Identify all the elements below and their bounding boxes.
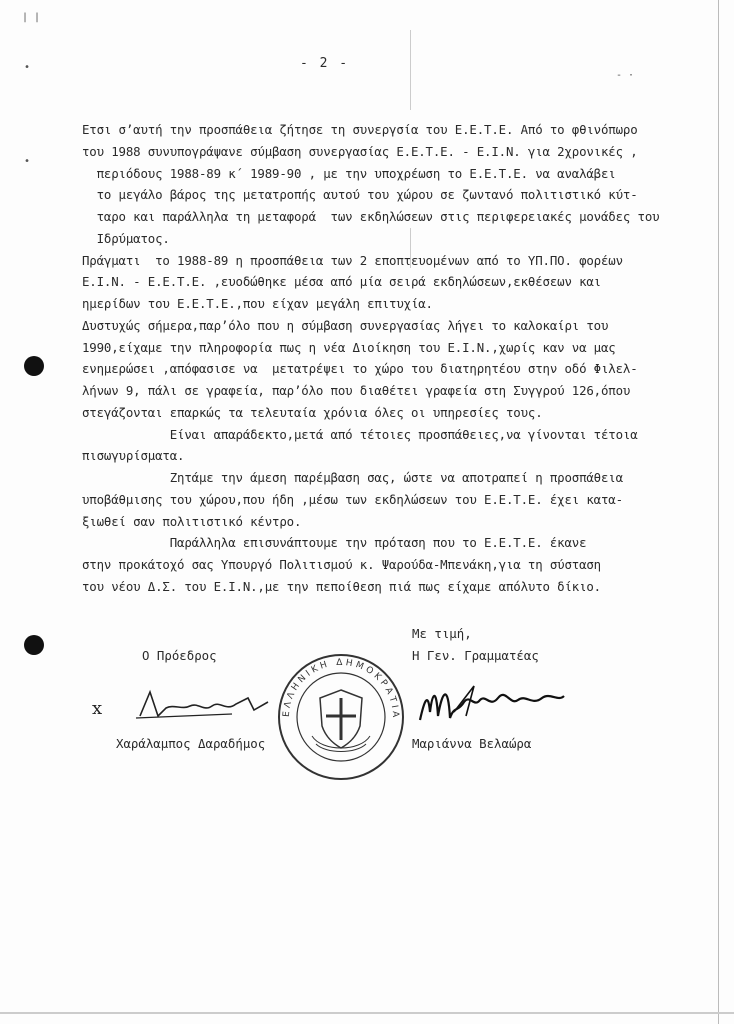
scan-speck: - · (616, 70, 635, 81)
body-line: Δυστυχώς σήμερα,παρ’όλο που η σύμβαση συνεργασίας λήγει το καλοκαίρι του (82, 317, 609, 333)
secretary-name: Μαριάννα Βελαώρα (412, 736, 532, 751)
president-name: Χαράλαμπος Δαραδήμος (116, 736, 266, 751)
body-line: το μεγάλο βάρος της μετατροπής αυτού του χώρου σε ζωντανό πολιτιστικό κύτ- (82, 187, 638, 203)
body-line: Ζητάμε την άμεση παρέμβαση σας, ώστε να αποτραπεί η προσπάθεια (82, 470, 623, 485)
official-stamp-seal (276, 652, 406, 782)
punch-hole (24, 635, 44, 655)
body-line: Ε.Ι.Ν. - Ε.Ε.Τ.Ε. ,ευοδώθηκε μέσα από μία σειρά εκδηλώσεων,εκθέσεων και (82, 274, 601, 290)
body-line: 1990,είχαμε την πληροφορία πως η νέα Διοίκηση του Ε.Ι.Ν.,χωρίς καν να μας (82, 339, 616, 355)
punch-hole (24, 356, 44, 376)
scan-bottom-edge (0, 1012, 734, 1014)
body-line: του νέου Δ.Σ. του Ε.Ι.Ν.,με την πεποίθεση πιά πως είχαμε απόλυτο δίκιο. (82, 578, 601, 594)
body-line: Παράλληλα επισυνάπτουμε την πρόταση που το Ε.Ε.Τ.Ε. έκανε (82, 535, 587, 551)
closing-greeting: Με τιμή, (412, 626, 472, 641)
body-line: ταρο και παράλληλα τη μεταφορά των εκδηλώσεων στις περιφερειακές μονάδες του (82, 209, 660, 224)
body-line: υποβάθμισης του χώρου,που ήδη ,μέσω των εκδηλώσεων του Ε.Ε.Τ.Ε. έχει κατα- (82, 491, 623, 507)
secretary-title: Η Γεν. Γραμματέας (412, 648, 539, 663)
body-line: ενημερώσει ,απόφασισε να μετατρέψει το χώρο του διατηρητέου στην οδό Φιλελ- (82, 361, 638, 377)
body-line: Πράγματι το 1988-89 η προσπάθεια των 2 εποπτευομένων από το ΥΠ.ΠΟ. φορέων (82, 252, 623, 268)
body-line: στεγάζονται επαρκώς τα τελευταία χρόνια όλες οι υπηρεσίες τους. (82, 404, 543, 420)
body-line: Είναι απαράδεκτο,μετά από τέτοιες προσπάθειες,να γίνονται τέτοια (82, 426, 638, 442)
svg-text:ΕΛΛΗΝΙΚΗ ΔΗΜΟΚΡΑΤΙΑ: ΕΛΛΗΝΙΚΗ ΔΗΜΟΚΡΑΤΙΑ (281, 657, 401, 721)
body-line: ξιωθεί σαν πολιτιστικό κέντρο. (82, 513, 302, 529)
body-line: περιόδους 1988-89 κ΄ 1989-90 , με την υποχρέωση το Ε.Ε.Τ.Ε. να αναλάβει (82, 165, 616, 181)
scan-speck: | | (22, 12, 41, 23)
body-line: του 1988 συνυπογράψανε σύμβαση συνεργασίας Ε.Ε.Τ.Ε. - Ε.Ι.Ν. για 2χρονικές , (82, 143, 638, 159)
body-line: Ιδρύματος. (82, 230, 170, 246)
page-number: - 2 - (300, 56, 350, 71)
fold-mark (410, 30, 411, 110)
svg-text:x: x (92, 698, 103, 719)
scan-edge (718, 0, 719, 1024)
body-line: πισωγυρίσματα. (82, 448, 185, 464)
president-title: Ο Πρόεδρος (142, 648, 217, 663)
president-signature (92, 684, 274, 724)
body-line: στην προκάτοχό σας Υπουργό Πολιτισμού κ. Ψαρούδα-Μπενάκη,για τη σύσταση (82, 557, 601, 572)
secretary-signature (414, 672, 566, 734)
scan-speck: • (24, 62, 31, 73)
scan-speck: • (24, 156, 31, 167)
body-line: ημερίδων του Ε.Ε.Τ.Ε.,που είχαν μεγάλη επιτυχία. (82, 296, 433, 311)
body-line: λήνων 9, πάλι σε γραφεία, παρ’όλο που διαθέτει γραφεία στη Συγγρού 126,όπου (82, 383, 631, 398)
body-line: Ετσι σ’αυτή την προσπάθεια ζήτησε τη συνεργσία του Ε.Ε.Τ.Ε. Από το φθινόπωρο (82, 122, 638, 137)
